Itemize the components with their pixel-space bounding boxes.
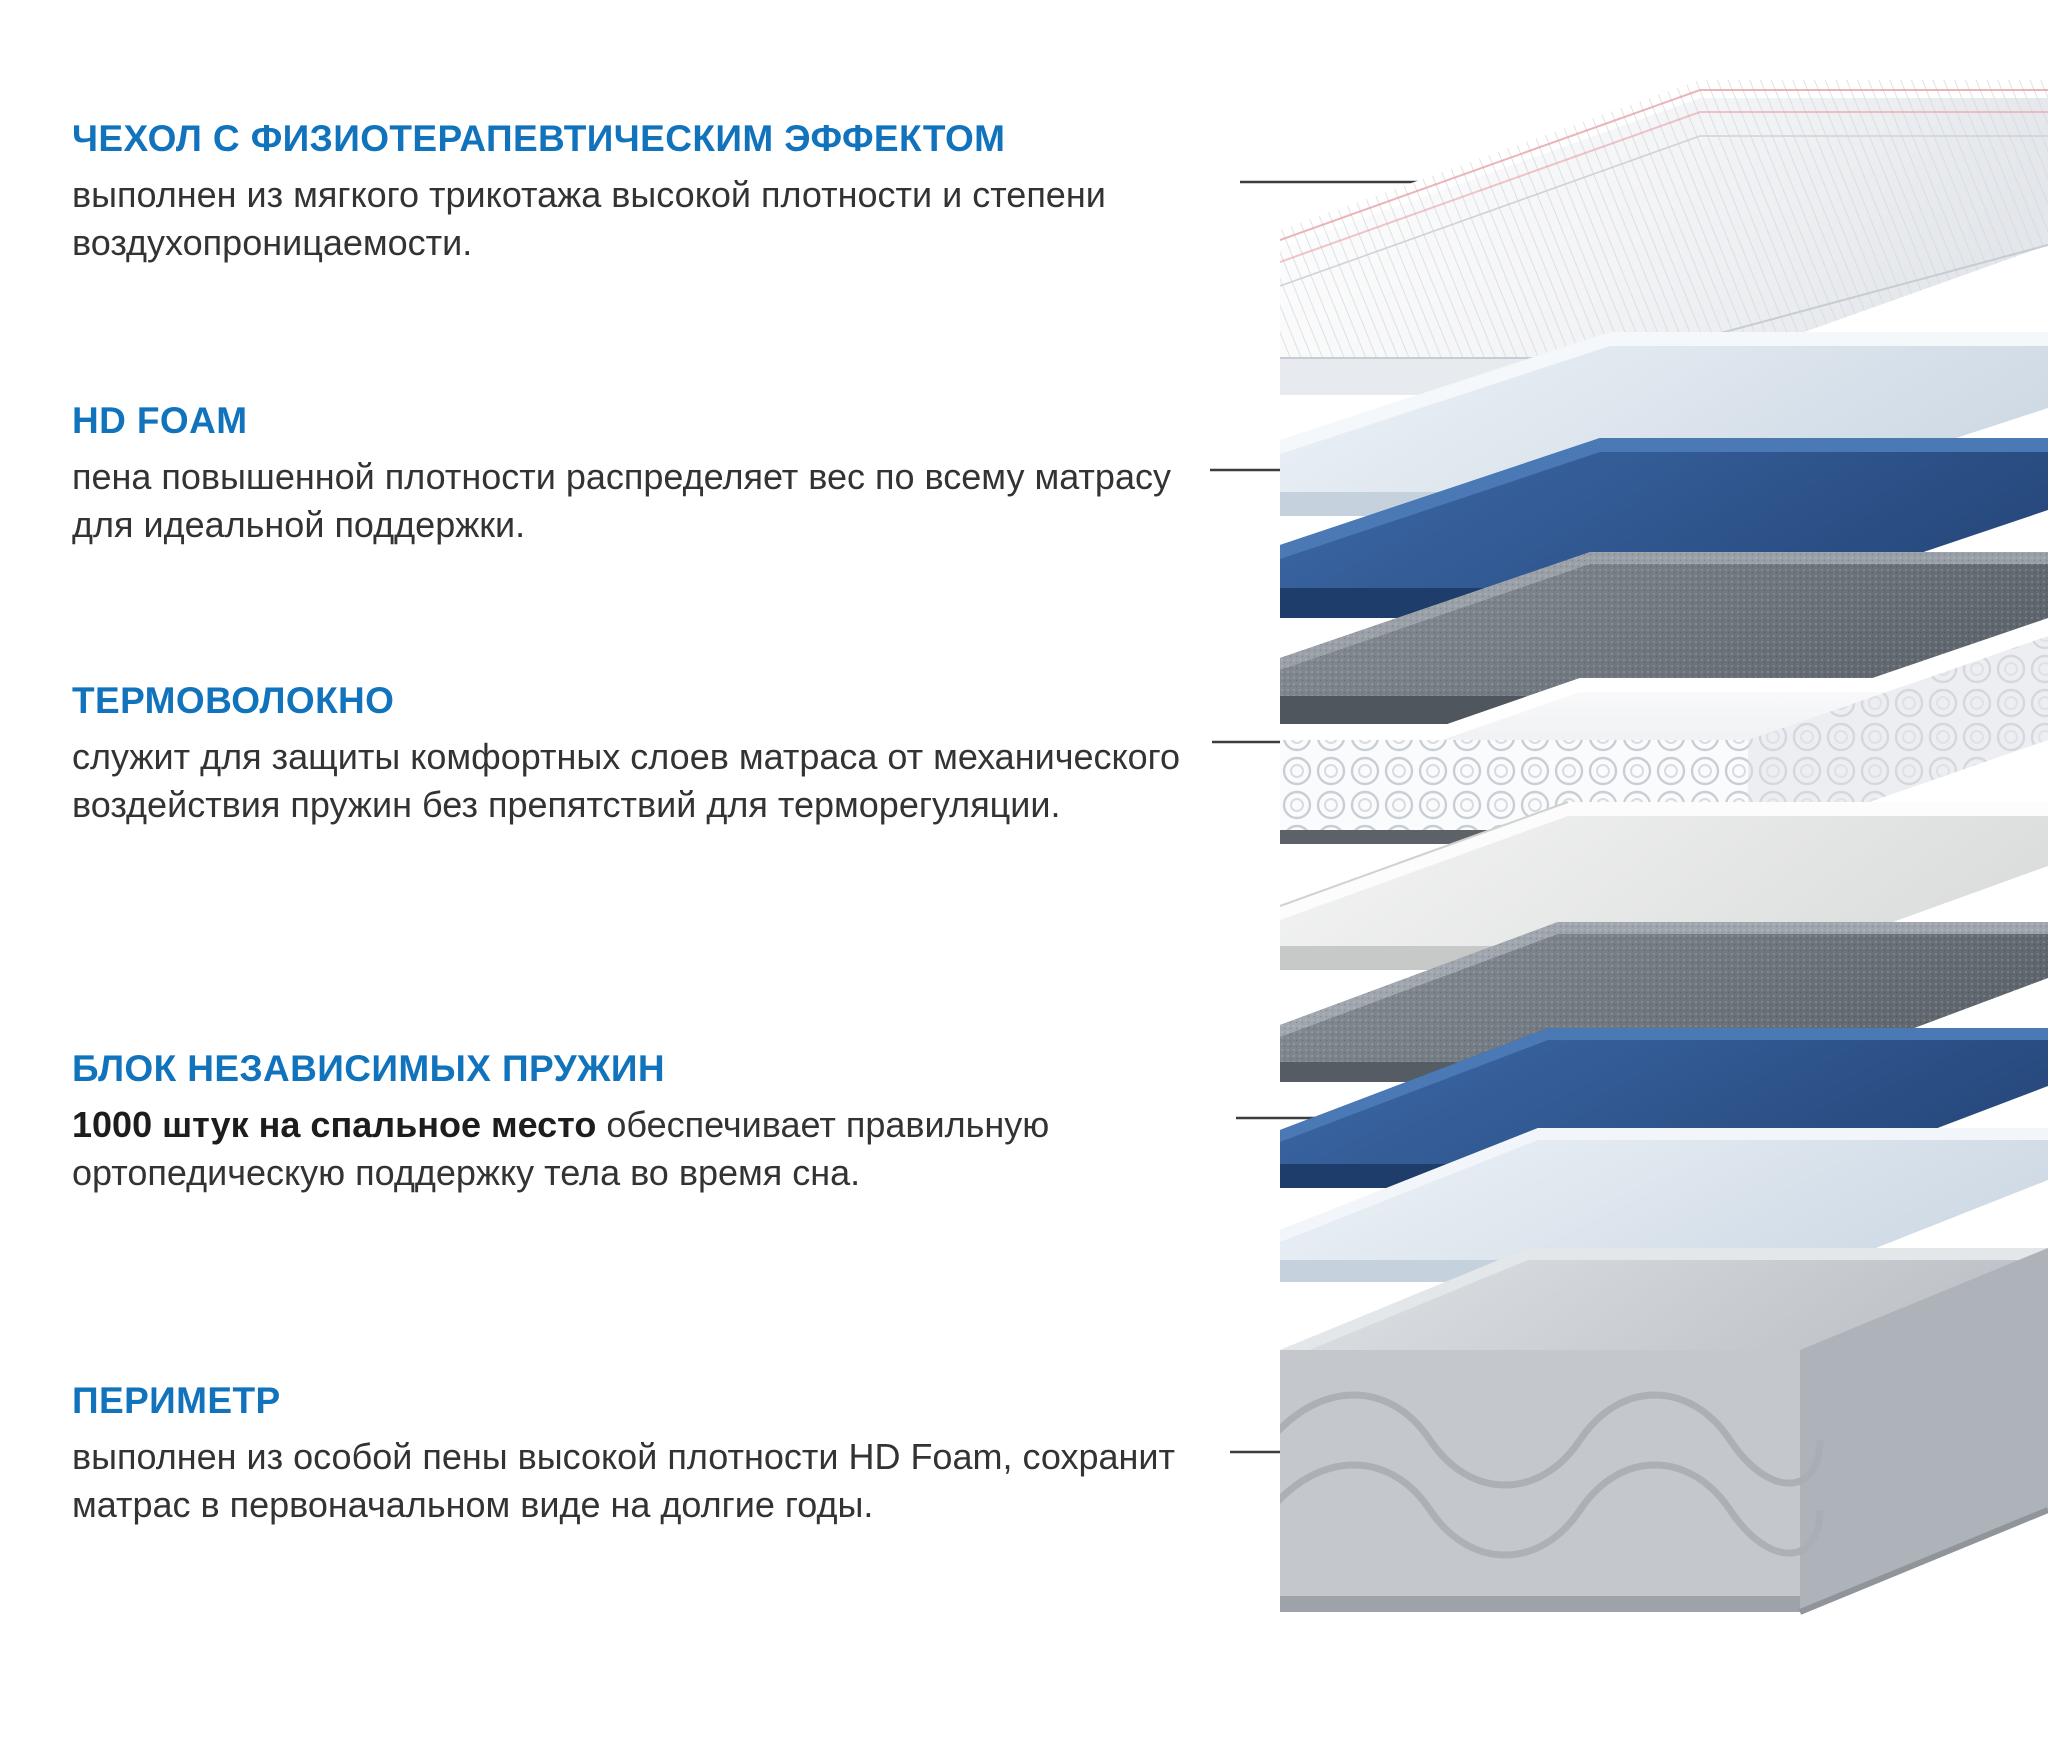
callout-desc-spring-block-bold: 1000 штук на спальное место: [72, 1103, 597, 1145]
callout-title-cover: ЧЕХОЛ С ФИЗИОТЕРАПЕВТИЧЕСКИМ ЭФФЕКТОМ: [72, 118, 1006, 159]
mattress-stack-svg: [1280, 40, 2048, 1740]
callout-perimeter: [72, 1380, 1252, 1529]
callout-desc-cover: выполнен из мягкого трикотажа высокой плотности и степени воздухопроницаемости.: [72, 173, 1106, 263]
callout-cover: [72, 118, 1252, 267]
callout-title-spring-block: БЛОК НЕЗАВИСИМЫХ ПРУЖИН: [72, 1048, 665, 1089]
callout-spring-block: [72, 1048, 1252, 1197]
callout-thermofiber: [72, 680, 1252, 829]
callout-hd-foam: [72, 400, 1252, 549]
callout-desc-spring-block-rest: обеспечивает правильную ортопедическую поддержку тела во время сна.: [72, 1103, 1050, 1193]
callout-title-thermofiber: ТЕРМОВОЛОКНО: [72, 680, 395, 721]
mattress-stack-illustration: [1280, 40, 2048, 1740]
callout-desc-hd-foam: пена повышенной плотности распределяет вес по всему матрасу для идеальной поддержки.: [72, 455, 1171, 545]
layer-quilted-base: [1280, 1248, 2048, 1612]
callout-desc-perimeter: выполнен из особой пены высокой плотности HD Foam, сохранит матрас в первоначальном виде на долгие годы.: [72, 1435, 1176, 1525]
callout-desc-spring-block: [72, 1101, 1202, 1197]
callout-title-perimeter: ПЕРИМЕТР: [72, 1380, 281, 1421]
callout-title-hd-foam: HD FOAM: [72, 400, 248, 441]
callout-desc-thermofiber: служит для защиты комфортных слоев матраса от механического воздействия пружин без препятствий для терморегуляции.: [72, 735, 1181, 825]
